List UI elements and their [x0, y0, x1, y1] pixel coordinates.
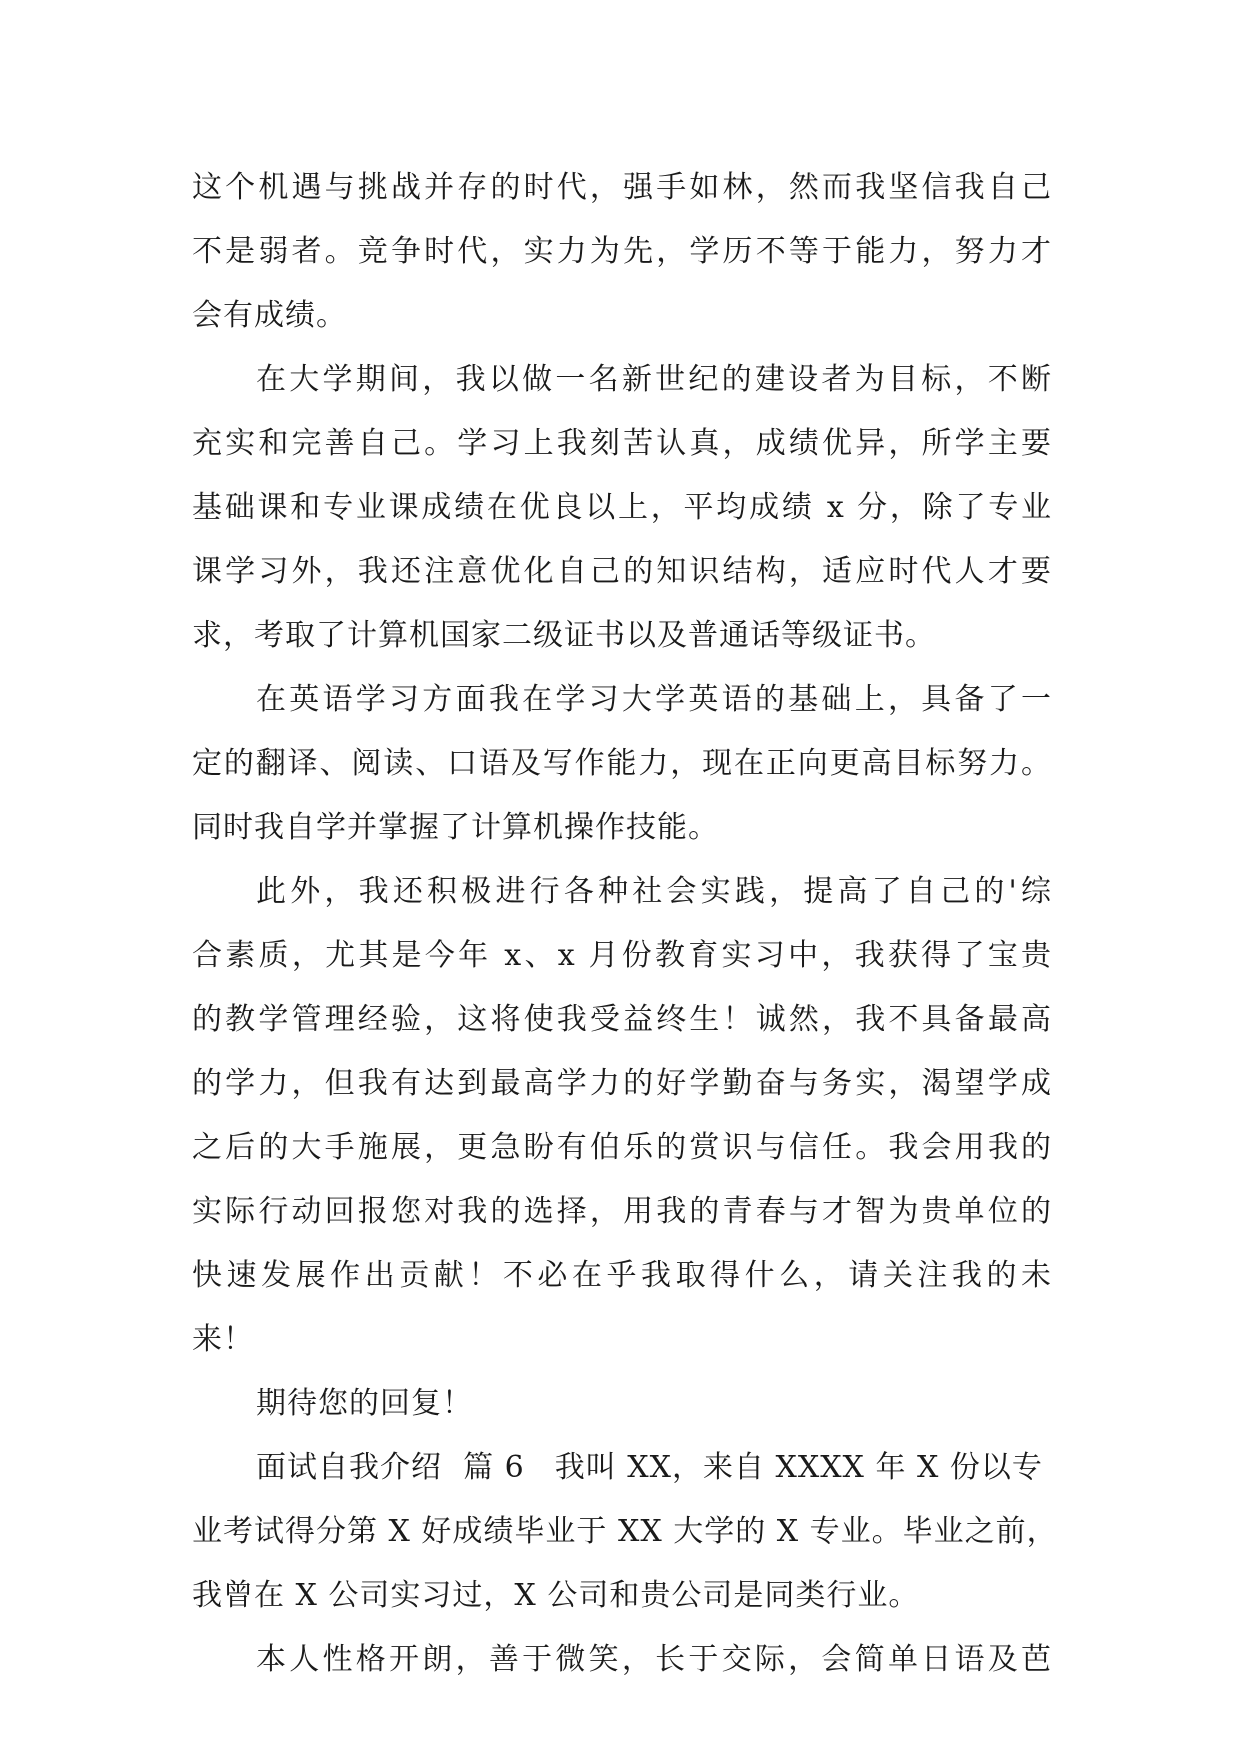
document-body	[192, 156, 1058, 1692]
text-line: 在大学期间，我以做一名新世纪的建设者为目标，不断	[256, 362, 1052, 397]
text-line: 业考试得分第 X 好成绩毕业于 XX 大学的 X 专业。毕业之前，	[192, 1514, 1058, 1549]
text-line: 之后的大手施展，更急盼有伯乐的赏识与信任。我会用我的	[192, 1130, 1052, 1165]
text-line: 求，考取了计算机国家二级证书以及普通话等级证书。	[192, 618, 936, 653]
text-line: 会有成绩。	[192, 298, 347, 333]
text-line: 基础课和专业课成绩在优良以上，平均成绩 x 分，除了专业	[192, 490, 1052, 525]
text-line: 期待您的回复！	[256, 1386, 473, 1421]
text-line	[192, 1436, 1052, 1500]
text-line: 不是弱者。竞争时代，实力为先，学历不等于能力，努力才	[192, 234, 1052, 269]
paragraph-2	[192, 348, 1052, 668]
text-line: 充实和完善自己。学习上我刻苦认真，成绩优异，所学主要	[192, 426, 1052, 461]
text-line: 实际行动回报您对我的选择，用我的青春与才智为贵单位的	[192, 1194, 1052, 1229]
paragraph-6	[192, 1436, 1058, 1628]
paragraph-1	[192, 156, 1052, 348]
text-line: 课学习外，我还注意优化自己的知识结构，适应时代人才要	[192, 554, 1052, 589]
paragraph-7	[192, 1628, 1052, 1692]
paragraph-5	[192, 1372, 1052, 1436]
text-line: 同时我自学并掌握了计算机操作技能。	[192, 810, 719, 845]
text-line: 此外，我还积极进行各种社会实践，提高了自己的'综	[256, 874, 1052, 909]
text-line: 的教学管理经验，这将使我受益终生！诚然，我不具备最高	[192, 1002, 1052, 1037]
text-line: 我曾在 X 公司实习过，X 公司和贵公司是同类行业。	[192, 1578, 920, 1613]
text-line: 来！	[192, 1322, 254, 1357]
text-line: 本人性格开朗，善于微笑，长于交际，会简单日语及芭	[256, 1642, 1052, 1677]
text-line: 在英语学习方面我在学习大学英语的基础上，具备了一	[256, 682, 1052, 717]
text-line: 快速发展作出贡献！不必在乎我取得什么，请关注我的未	[192, 1258, 1052, 1293]
text-line-continuation: 我叫 XX，来自 XXXX 年 X 份以专	[554, 1450, 1043, 1485]
section-heading: 面试自我介绍 篇 6	[256, 1450, 525, 1485]
text-line: 定的翻译、阅读、口语及写作能力，现在正向更高目标努力。	[192, 746, 1052, 781]
text-line: 合素质，尤其是今年 x、x 月份教育实习中，我获得了宝贵	[192, 938, 1052, 973]
text-line: 的学力，但我有达到最高学力的好学勤奋与务实，渴望学成	[192, 1066, 1052, 1101]
paragraph-4	[192, 860, 1052, 1372]
text-line: 这个机遇与挑战并存的时代，强手如林，然而我坚信我自己	[192, 170, 1052, 205]
paragraph-3	[192, 668, 1052, 860]
